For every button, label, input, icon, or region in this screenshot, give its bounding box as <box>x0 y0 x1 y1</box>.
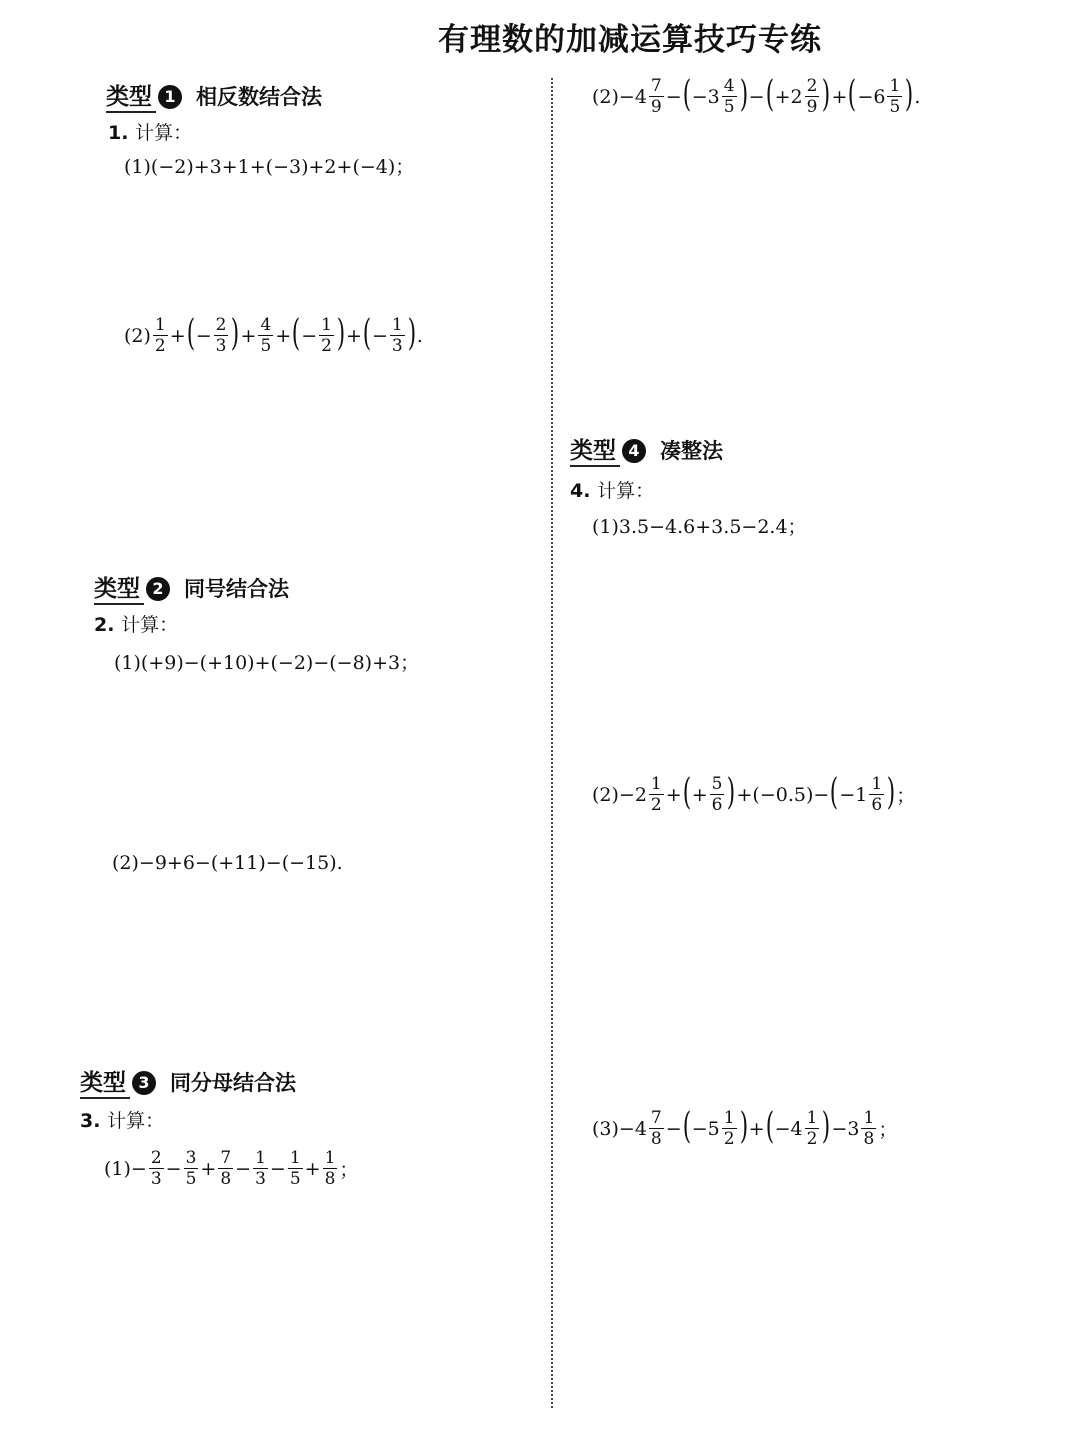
section-method: 相反数结合法 <box>196 84 322 109</box>
fraction: $\frac{1}{8}$ <box>863 1108 875 1149</box>
fraction: $\frac{3}{5}$ <box>185 1148 197 1189</box>
expr-2-2: (2)−9+6−(+11)−(−15). <box>112 852 343 874</box>
question-2-label: 2. 计算： <box>94 614 179 636</box>
badge-2-icon: 2 <box>146 577 170 601</box>
fraction: $\frac{7}{8}$ <box>650 1108 662 1149</box>
expr-2-1: (1)(+9)−(+10)+(−2)−(−8)+3； <box>114 652 420 674</box>
expr-1-2: (2) $\frac{1}{2}$ + ( − $\frac{2}{3}$ ) + $\frac{4}{5}$ + ( − $\frac{1}{2}$ ) + ( − $\frac{1}{3}$ ) . <box>124 312 423 356</box>
fraction: $\frac{1}{2}$ <box>650 774 662 815</box>
fraction: $\frac{2}{9}$ <box>806 76 818 117</box>
type-label: 类型 <box>570 432 620 467</box>
question-3-label: 3. 计算： <box>80 1110 165 1132</box>
fraction: $\frac{7}{9}$ <box>650 76 662 117</box>
type-label: 类型 <box>106 78 156 113</box>
fraction: $\frac{5}{6}$ <box>711 774 723 815</box>
section-method: 同号结合法 <box>184 576 289 601</box>
section-head-1 <box>106 78 322 113</box>
fraction: $\frac{2}{3}$ <box>215 315 227 356</box>
fraction: $\frac{1}{2}$ <box>321 315 332 356</box>
page-title: 有理数的加减运算技巧专练 <box>438 22 822 58</box>
type-label: 类型 <box>94 570 144 605</box>
badge-4-icon: 4 <box>622 439 646 463</box>
type-label: 类型 <box>80 1064 130 1099</box>
expr-4-2: (2)−2 $\frac{1}{2}$ + ( + $\frac{5}{6}$ ) +(−0.5)− ( −1 $\frac{1}{6}$ ) ； <box>592 771 916 815</box>
fraction: $\frac{1}{3}$ <box>391 315 403 356</box>
badge-1-icon: 1 <box>158 85 182 109</box>
fraction: $\frac{1}{8}$ <box>324 1148 336 1189</box>
fraction: $\frac{4}{5}$ <box>723 76 735 117</box>
section-head-2 <box>94 570 289 605</box>
fraction: $\frac{1}{6}$ <box>871 774 883 815</box>
expr-1-3: (2)−4 $\frac{7}{9}$ − ( −3 $\frac{4}{5}$ ) − ( +2 $\frac{2}{9}$ ) + ( −6 $\frac{1}{5}$ ) . <box>592 73 921 117</box>
section-method: 同分母结合法 <box>170 1070 296 1095</box>
fraction: $\frac{1}{2}$ <box>806 1108 818 1149</box>
expr-3-1: (1)− $\frac{2}{3}$ − $\frac{3}{5}$ + $\frac{7}{8}$ − $\frac{1}{3}$ − $\frac{1}{5}$ + $\frac{1}{8}$ ； <box>104 1148 359 1189</box>
fraction: $\frac{1}{2}$ <box>723 1108 735 1149</box>
section-head-3 <box>80 1064 296 1099</box>
fraction: $\frac{4}{5}$ <box>260 315 272 356</box>
expr-4-3: (3)−4 $\frac{7}{8}$ − ( −5 $\frac{1}{2}$ ) + ( −4 $\frac{1}{2}$ ) −3 $\frac{1}{8}$ ； <box>592 1105 898 1149</box>
expr-4-1: (1)3.5−4.6+3.5−2.4； <box>592 516 807 538</box>
fraction: $\frac{1}{5}$ <box>289 1148 301 1189</box>
fraction: $\frac{7}{8}$ <box>220 1148 232 1189</box>
expr-1-1: (1)(−2)+3+1+(−3)+2+(−4)； <box>124 156 415 178</box>
fraction: $\frac{1}{3}$ <box>255 1148 266 1189</box>
column-divider <box>551 78 553 1408</box>
question-4-label: 4. 计算： <box>570 480 655 502</box>
fraction: $\frac{2}{3}$ <box>150 1148 162 1189</box>
badge-3-icon: 3 <box>132 1071 156 1095</box>
section-head-4 <box>570 432 723 467</box>
fraction: $\frac{1}{2}$ <box>154 315 166 356</box>
question-1-label: 1. 计算： <box>108 122 193 144</box>
section-method: 凑整法 <box>660 438 723 463</box>
fraction: $\frac{1}{5}$ <box>889 76 901 117</box>
